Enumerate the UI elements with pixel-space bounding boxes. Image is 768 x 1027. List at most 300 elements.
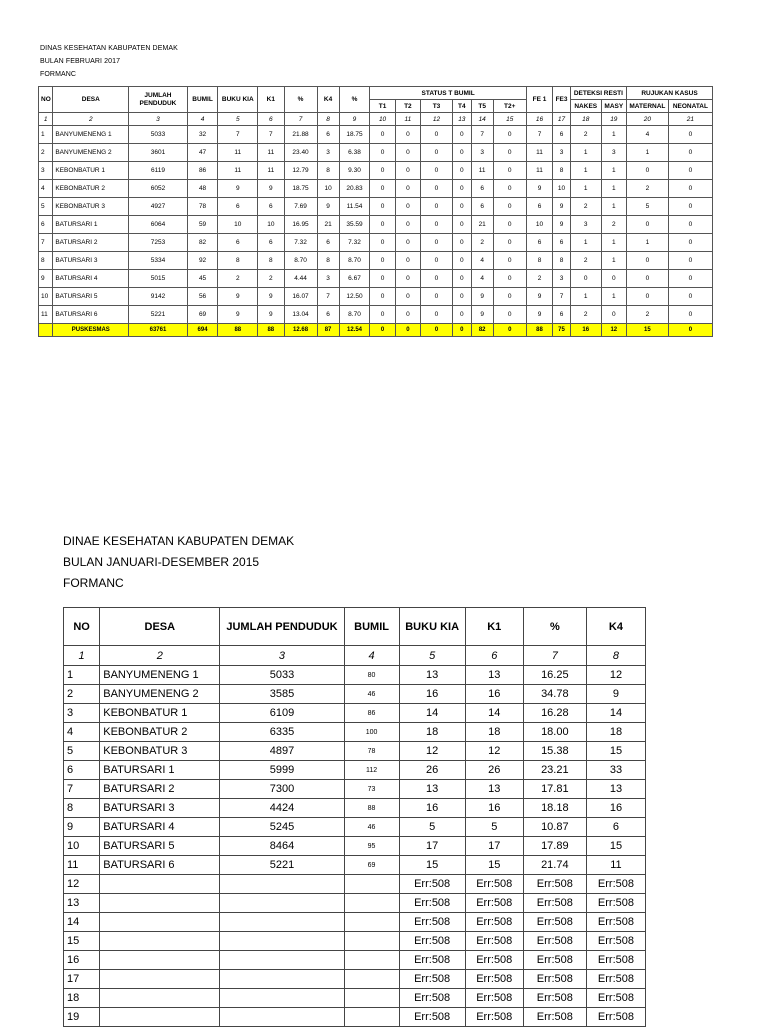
index-cell: 8 [317, 113, 339, 126]
table-cell: Err:508 [399, 932, 465, 951]
table-cell: 9 [586, 685, 645, 704]
table-cell: 17.81 [523, 780, 586, 799]
table-cell: 11 [586, 856, 645, 875]
table-row [39, 306, 713, 324]
table-cell: 9 [258, 288, 284, 306]
table-row [64, 856, 646, 875]
table-cell: 16 [586, 799, 645, 818]
table-cell: Err:508 [523, 1008, 586, 1027]
table-cell [100, 970, 220, 989]
table-cell: 5 [64, 742, 100, 761]
total-cell: 0 [370, 324, 395, 337]
table-cell: 11 [39, 306, 53, 324]
table-cell: 6109 [220, 704, 344, 723]
table-cell: 2 [471, 234, 493, 252]
table-cell: 0 [493, 288, 526, 306]
table-cell: 7 [471, 126, 493, 144]
total-cell: 0 [452, 324, 471, 337]
table-cell: 2 [39, 144, 53, 162]
table-cell: 7 [39, 234, 53, 252]
table-cell: 8.70 [284, 252, 317, 270]
col-t2plus: T2+ [493, 100, 526, 113]
table-cell: 12.50 [339, 288, 370, 306]
table-cell: Err:508 [465, 989, 523, 1008]
total-cell: 63761 [129, 324, 187, 337]
table-cell: 0 [395, 306, 420, 324]
table-cell: 6 [317, 234, 339, 252]
table-cell: 15 [586, 742, 645, 761]
index-cell: 19 [601, 113, 626, 126]
table-cell: 5 [465, 818, 523, 837]
table-cell: 33 [586, 761, 645, 780]
table-cell: BATURSARI 1 [100, 761, 220, 780]
table-cell: 92 [187, 252, 218, 270]
table-cell: 0 [421, 270, 453, 288]
table-cell: 9142 [129, 288, 187, 306]
table-cell: 6 [317, 306, 339, 324]
total-cell: 82 [471, 324, 493, 337]
table-cell: Err:508 [523, 989, 586, 1008]
table-cell: 13 [586, 780, 645, 799]
column-header: BUMIL [344, 608, 399, 646]
table-cell: Err:508 [586, 913, 645, 932]
table-cell: 6.67 [339, 270, 370, 288]
table-cell: 21 [317, 216, 339, 234]
table-cell: 0 [370, 180, 395, 198]
report-header-2015 [63, 531, 294, 594]
table-cell: 0 [452, 126, 471, 144]
table-cell: 16.25 [523, 666, 586, 685]
table-cell: 8.70 [339, 306, 370, 324]
table-cell: 1 [601, 252, 626, 270]
table-cell: 78 [187, 198, 218, 216]
header-form: FORMANC [63, 576, 124, 590]
table-cell: 0 [395, 288, 420, 306]
total-cell: PUSKESMAS [53, 324, 129, 337]
table-cell: 0 [452, 270, 471, 288]
table-cell: 0 [668, 180, 712, 198]
table-cell: 18.75 [284, 180, 317, 198]
table-cell: BATURSARI 5 [53, 288, 129, 306]
table-cell: 2 [570, 198, 601, 216]
table-cell: 0 [493, 162, 526, 180]
table-cell: 0 [626, 288, 668, 306]
table-cell: Err:508 [465, 913, 523, 932]
table-cell: 14 [586, 704, 645, 723]
total-cell: 88 [218, 324, 258, 337]
table-cell: 0 [421, 288, 453, 306]
table-cell: 14 [399, 704, 465, 723]
col-jumlah-penduduk: JUMLAH PENDUDUK [129, 87, 187, 113]
table-cell: 86 [344, 704, 399, 723]
table-cell: 69 [344, 856, 399, 875]
column-header: DESA [100, 608, 220, 646]
column-header: BUKU KIA [399, 608, 465, 646]
table-row [64, 704, 646, 723]
table-cell: KEBONBATUR 1 [53, 162, 129, 180]
table-cell [220, 875, 344, 894]
table-cell: 73 [344, 780, 399, 799]
table-cell: 0 [601, 306, 626, 324]
table-cell: Err:508 [465, 1008, 523, 1027]
table-cell: 2 [526, 270, 552, 288]
table-cell: 15 [586, 837, 645, 856]
header-form: FORMANC [40, 71, 77, 78]
total-cell: 0 [493, 324, 526, 337]
index-cell: 6 [258, 113, 284, 126]
table-cell: 0 [421, 234, 453, 252]
table-cell: 9 [218, 306, 258, 324]
table-cell: 9 [553, 216, 571, 234]
table-cell: 56 [187, 288, 218, 306]
table-cell: 7 [218, 126, 258, 144]
total-cell: 12.68 [284, 324, 317, 337]
table-cell: 6 [258, 198, 284, 216]
index-cell: 16 [526, 113, 552, 126]
table-cell: 8 [258, 252, 284, 270]
header-row [64, 608, 646, 646]
total-cell: 0 [421, 324, 453, 337]
table-cell: Err:508 [399, 894, 465, 913]
table-cell: 46 [344, 818, 399, 837]
table-cell: 7 [526, 126, 552, 144]
table-cell: 5334 [129, 252, 187, 270]
table-cell: Err:508 [399, 913, 465, 932]
table-cell [100, 875, 220, 894]
index-row [64, 646, 646, 666]
table-cell: BATURSARI 4 [53, 270, 129, 288]
table-cell: 18 [465, 723, 523, 742]
table-row [64, 837, 646, 856]
table-cell: 17 [64, 970, 100, 989]
table-cell: Err:508 [523, 913, 586, 932]
table-cell: 16 [465, 799, 523, 818]
table-cell: 4927 [129, 198, 187, 216]
table-cell: 17.89 [523, 837, 586, 856]
table-cell: 2 [626, 306, 668, 324]
table-cell [344, 951, 399, 970]
total-cell: 12 [601, 324, 626, 337]
col-k4: K4 [317, 87, 339, 113]
table-cell: 7300 [220, 780, 344, 799]
table-row [39, 144, 713, 162]
table-row [64, 913, 646, 932]
table-cell: BANYUMENENG 1 [100, 666, 220, 685]
table-cell: 9 [526, 288, 552, 306]
table-cell: 2 [570, 126, 601, 144]
table-cell: 9 [553, 198, 571, 216]
table-cell [100, 913, 220, 932]
table-cell: 1 [626, 144, 668, 162]
table-cell: 9 [64, 818, 100, 837]
index-cell: 12 [421, 113, 453, 126]
table-cell: 1 [570, 180, 601, 198]
table-cell: 69 [187, 306, 218, 324]
table-cell: KEBONBATUR 1 [100, 704, 220, 723]
table-cell: BATURSARI 6 [53, 306, 129, 324]
table-cell: BATURSARI 5 [100, 837, 220, 856]
table-cell: 6 [553, 306, 571, 324]
table-cell [220, 913, 344, 932]
table-row [64, 951, 646, 970]
table-cell: 3 [317, 270, 339, 288]
table-cell: 9.30 [339, 162, 370, 180]
table-cell: 11 [64, 856, 100, 875]
table-cell: 6335 [220, 723, 344, 742]
table-cell [220, 989, 344, 1008]
table-cell: 13 [399, 666, 465, 685]
index-cell: 7 [523, 646, 586, 666]
table-cell: 0 [395, 126, 420, 144]
column-header: K1 [465, 608, 523, 646]
table-cell: 4 [39, 180, 53, 198]
table-cell: 48 [187, 180, 218, 198]
column-header: K4 [586, 608, 645, 646]
table-cell: 7 [258, 126, 284, 144]
table-cell: 0 [370, 306, 395, 324]
table-cell: 1 [39, 126, 53, 144]
header-period: BULAN JANUARI-DESEMBER 2015 [63, 555, 260, 569]
table-cell: 1 [601, 162, 626, 180]
table-cell: 1 [570, 234, 601, 252]
index-cell: 9 [339, 113, 370, 126]
table-cell: BATURSARI 4 [100, 818, 220, 837]
table-cell: 11 [258, 144, 284, 162]
table-cell: 0 [421, 216, 453, 234]
table-cell: 3 [553, 270, 571, 288]
table-cell: 0 [395, 162, 420, 180]
table-cell: BANYUMENENG 1 [53, 126, 129, 144]
table-cell: 3 [317, 144, 339, 162]
table-cell: 14 [64, 913, 100, 932]
table-cell: 0 [668, 198, 712, 216]
table-cell: 6 [258, 234, 284, 252]
table-cell: 9 [317, 198, 339, 216]
table-cell: 1 [601, 234, 626, 252]
table-row [39, 216, 713, 234]
table-cell: Err:508 [523, 932, 586, 951]
table-cell: BANYUMENENG 2 [53, 144, 129, 162]
table-cell: 47 [187, 144, 218, 162]
table-body [39, 126, 713, 324]
table-cell [344, 894, 399, 913]
table-cell: 9 [218, 288, 258, 306]
col-deteksi-resti: DETEKSI RESTI [570, 87, 626, 100]
table-cell: 3601 [129, 144, 187, 162]
table-cell: 8 [317, 252, 339, 270]
table-cell: Err:508 [523, 951, 586, 970]
table-cell: BATURSARI 6 [100, 856, 220, 875]
table-cell: 8 [64, 799, 100, 818]
table-cell: KEBONBATUR 2 [53, 180, 129, 198]
col-nakes: NAKES [570, 100, 601, 113]
table-row [64, 818, 646, 837]
table-cell: 6.38 [339, 144, 370, 162]
table-cell: Err:508 [523, 894, 586, 913]
table-cell: 6 [526, 198, 552, 216]
table-cell [100, 989, 220, 1008]
table-cell: 7 [64, 780, 100, 799]
table-cell: 8 [526, 252, 552, 270]
col-neonatal: NEONATAL [668, 100, 712, 113]
table-cell: 0 [421, 144, 453, 162]
anc-table-2017 [38, 86, 713, 337]
table-cell: 6 [471, 198, 493, 216]
table-cell: 16 [399, 685, 465, 704]
table-cell: 4424 [220, 799, 344, 818]
table-cell: 0 [452, 234, 471, 252]
table-cell: 15 [399, 856, 465, 875]
table-cell: 1 [626, 234, 668, 252]
table-cell: 3 [64, 704, 100, 723]
table-cell: 6 [586, 818, 645, 837]
index-cell: 11 [395, 113, 420, 126]
table-body [64, 666, 646, 1027]
table-cell [344, 989, 399, 1008]
table-cell: 78 [344, 742, 399, 761]
index-row [39, 113, 713, 126]
table-cell: 0 [395, 252, 420, 270]
table-cell: 3585 [220, 685, 344, 704]
index-cell: 1 [39, 113, 53, 126]
table-cell: 0 [452, 306, 471, 324]
header-agency: DINAS KESEHATAN KABUPATEN DEMAK [40, 45, 178, 52]
table-cell: 11 [218, 144, 258, 162]
table-cell: 0 [626, 216, 668, 234]
table-cell: 12 [399, 742, 465, 761]
table-cell: 0 [395, 234, 420, 252]
table-cell [220, 951, 344, 970]
table-cell: 0 [626, 252, 668, 270]
table-cell: 0 [452, 162, 471, 180]
table-cell: 3 [39, 162, 53, 180]
index-cell: 5 [399, 646, 465, 666]
table-cell: 0 [370, 126, 395, 144]
table-cell [39, 324, 53, 337]
table-cell: 0 [668, 144, 712, 162]
col-t4: T4 [452, 100, 471, 113]
table-cell: Err:508 [523, 970, 586, 989]
total-cell: 12.54 [339, 324, 370, 337]
table-cell: 0 [668, 126, 712, 144]
table-cell: 15.38 [523, 742, 586, 761]
table-row [39, 252, 713, 270]
table-cell: 0 [395, 198, 420, 216]
table-cell: 86 [187, 162, 218, 180]
table-cell: 0 [493, 234, 526, 252]
index-cell: 20 [626, 113, 668, 126]
table-cell: 5033 [220, 666, 344, 685]
table-cell: 16.28 [523, 704, 586, 723]
table-cell: 0 [668, 162, 712, 180]
total-cell: 0 [668, 324, 712, 337]
table-cell: 10 [317, 180, 339, 198]
table-cell: BATURSARI 1 [53, 216, 129, 234]
table-cell: 0 [626, 162, 668, 180]
table-cell: 7.69 [284, 198, 317, 216]
index-cell: 4 [344, 646, 399, 666]
table-cell: 95 [344, 837, 399, 856]
table-cell: 18 [399, 723, 465, 742]
table-cell: 0 [493, 144, 526, 162]
table-cell: Err:508 [465, 970, 523, 989]
report-header-2017 [40, 42, 178, 81]
table-cell: 1 [570, 144, 601, 162]
total-row [39, 324, 713, 337]
table-cell: 82 [187, 234, 218, 252]
table-cell: 4 [626, 126, 668, 144]
table-cell: 0 [452, 180, 471, 198]
header-agency: DINAE KESEHATAN KABUPATEN DEMAK [63, 534, 295, 548]
table-cell: 100 [344, 723, 399, 742]
table-cell: 0 [452, 252, 471, 270]
index-cell: 21 [668, 113, 712, 126]
table-cell: 9 [258, 306, 284, 324]
index-cell: 4 [187, 113, 218, 126]
total-cell: 16 [570, 324, 601, 337]
table-cell: BATURSARI 3 [53, 252, 129, 270]
column-header: % [523, 608, 586, 646]
table-cell: Err:508 [586, 932, 645, 951]
table-cell: 13 [399, 780, 465, 799]
table-cell: 26 [399, 761, 465, 780]
table-cell: 80 [344, 666, 399, 685]
total-cell: 88 [258, 324, 284, 337]
table-cell: 6052 [129, 180, 187, 198]
table-cell: 8.70 [339, 252, 370, 270]
table-cell: 0 [452, 144, 471, 162]
table-row [64, 989, 646, 1008]
table-cell [344, 970, 399, 989]
table-cell: 0 [370, 288, 395, 306]
col-masy: MASY [601, 100, 626, 113]
table-row [64, 780, 646, 799]
table-row [39, 198, 713, 216]
table-cell: 6119 [129, 162, 187, 180]
column-header: JUMLAH PENDUDUK [220, 608, 344, 646]
table-cell [344, 932, 399, 951]
table-cell [100, 894, 220, 913]
table-cell: Err:508 [399, 875, 465, 894]
index-cell: 5 [218, 113, 258, 126]
table-cell: 0 [395, 180, 420, 198]
table-cell: 1 [601, 126, 626, 144]
table-cell: KEBONBATUR 2 [100, 723, 220, 742]
table-cell: Err:508 [399, 1008, 465, 1027]
table-cell: 88 [344, 799, 399, 818]
table-cell: Err:508 [586, 951, 645, 970]
table-cell [220, 932, 344, 951]
table-cell: 6064 [129, 216, 187, 234]
table-cell: 0 [370, 198, 395, 216]
table-cell: 0 [395, 144, 420, 162]
table-cell: 5999 [220, 761, 344, 780]
table-cell: 7 [317, 288, 339, 306]
table-cell: 21 [471, 216, 493, 234]
table-cell: 0 [493, 216, 526, 234]
table-cell: 16.95 [284, 216, 317, 234]
table-cell: 18.00 [523, 723, 586, 742]
table-cell: 7.32 [339, 234, 370, 252]
table-cell: 112 [344, 761, 399, 780]
col-maternal: MATERNAL [626, 100, 668, 113]
table-cell: 0 [370, 252, 395, 270]
table-cell: 18.18 [523, 799, 586, 818]
total-cell: 0 [395, 324, 420, 337]
table-row [39, 180, 713, 198]
table-cell: 23.21 [523, 761, 586, 780]
table-cell: 7.32 [284, 234, 317, 252]
